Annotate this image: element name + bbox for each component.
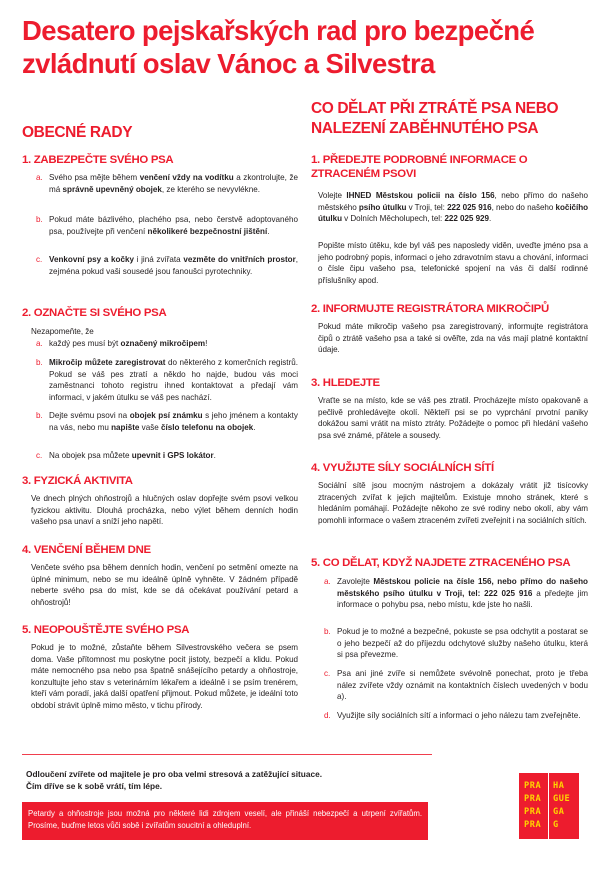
list-marker: c. — [36, 451, 43, 460]
footer-note-line: Odloučení zvířete od majitele je pro oba velmi stresová a zatěžující situace. — [26, 769, 323, 779]
list-item: a. každý pes musí být označený mikročipem! — [36, 339, 208, 348]
logo-text: G — [553, 820, 559, 830]
section-text: Volejte IHNED Městskou policii na číslo 156, nebo přímo do našeho městského psího útulku v Troji, tel: 222 025 916, nebo do našeho kočičího útulku v Dolních Měcholupech, tel: 222 025 929. — [318, 191, 588, 223]
list-marker: a. — [36, 173, 43, 182]
logo-text: HA — [553, 781, 565, 791]
logo-text: PRA — [524, 820, 542, 830]
list-item: b. Mikročip můžete zaregistrovat do některého z komerčních registrů. Pokud se váš pes ztratí a někdo ho najde, budou vás moci zaměstnanci tohoto registru ihned kontaktovat a předají vám informaci, v jakém útulku se váš pes nachází. — [36, 358, 298, 402]
section-title: 5. NEOPOUŠTĚJTE SVÉHO PSA — [22, 624, 190, 636]
list-marker: b. — [36, 215, 43, 224]
list-item: c. Psa ani jiné zvíře si nemůžete svévolně ponechat, proto je třeba nález zvířete vždy oznámit na kontaktních číslech uvedených v bodu a). — [324, 669, 588, 701]
section-title: 5. CO DĚLAT, KDYŽ NAJDETE ZTRACENÉHO PSA — [311, 557, 571, 569]
list-marker: b. — [324, 627, 331, 636]
section-title: 3. HLEDEJTE — [311, 377, 380, 389]
list-item: b. Pokud máte bázlivého, plachého psa, nebo čerstvě adoptovaného psa, používejte při venčení několikeré bezpečnostní jištění. — [36, 215, 298, 236]
section-text: Sociální sítě jsou mocným nástrojem a dokázaly vrátit již tisícovky ztracených zvířat k jejich majitelům. Existuje mnoho stránek, které s hledáním pomáhají. Požádejte někoho ze své rodiny nebo okolí, aby vám pomohli informace o vašem ztraceném zvířeti zveřejnit i na sociálních sítích. — [318, 481, 588, 525]
section-text: Popište místo útěku, kde byl váš pes naposledy viděn, uveďte jméno psa a jeho podrobný popis, informaci o jeho zdravotním stavu a chování, informaci o čísle čipu vašeho psa, telefonické spojení na vás či další rodinné příslušníky apod. — [318, 241, 588, 285]
list-marker: d. — [324, 711, 331, 720]
footer-note-line: Čím dříve se k sobě vrátí, tím lépe. — [26, 781, 163, 791]
section-title: 3. FYZICKÁ AKTIVITA — [22, 475, 133, 487]
list-marker: b. — [36, 358, 43, 367]
lost-dog-heading: CO DĚLAT PŘI ZTRÁTĚ PSA NEBO NALEZENÍ ZABĚHNUTÉHO PSA — [311, 100, 559, 137]
footer-note — [26, 768, 322, 792]
footer-appeal-box: Petardy a ohňostroje jsou možná pro některé lidi zdrojem veselí, ale přináší nebezpečí a utrpení zvířatům. Prosíme, buďme letos vůči sobě i zvířatům soucitní a ohleduplní. — [22, 802, 428, 840]
list-item: b. Dejte svému psovi na obojek psí známku s jeho jménem a kontakty na vás, nebo mu napište vaše číslo telefonu na obojek. — [36, 411, 298, 432]
section-text: Venčete svého psa během denních hodin, venčení po setmění omezte na úplné minimum, nebo se mu ideálně úplně vyhněte. V žádném případě neberte svého psa do míst, kde se dá očekávat používání petard a ohňostrojů! — [31, 563, 298, 607]
section-text: Pokud je to možné, zůstaňte během Silvestrovského večera se psem doma. Vaše přítomnost mu poskytne pocit jistoty, bezpečí a klidu. Pokud máte nemocného psa nebo psa špatně snášejícího petardy a ohňostroje, konzultujte jeho stav s veterinárním lékařem a ideálně i se psím trenérem, kteří vám poradí, jaká další opatření přijmout. Pokud můžete, je ideální toto období strávit úplně mimo město, v tichu přírody. — [31, 643, 298, 710]
logo-left-column — [519, 773, 549, 839]
logo-text: PRA — [524, 794, 542, 804]
logo-text: GUE — [553, 794, 571, 804]
list-marker: a. — [324, 577, 331, 586]
section-text: Ve dnech plných ohňostrojů a hlučných oslav dopřejte svém psovi velkou fyzickou aktivitu. Dlouhá procházka, nebo výlet během denních hodin vašeho psa unaví a sníží jeho napětí. — [31, 494, 298, 526]
section-intro: Nezapomeňte, že — [31, 327, 94, 336]
logo-text: PRA — [524, 807, 542, 817]
list-marker: c. — [36, 255, 43, 264]
list-item: d. Využijte síly sociálních sítí a informaci o jeho nálezu tam zveřejněte. — [324, 711, 581, 720]
section-title: 2. INFORMUJTE REGISTRÁTORA MIKROČIPŮ — [311, 303, 549, 315]
section-title: 2. OZNAČTE SI SVÉHO PSA — [22, 307, 167, 319]
list-item: c. Venkovní psy a kočky i jiná zvířata vezměte do vnitřních prostor, zejména pokud vaši sousedé jsou fanoušci pyrotechniky. — [36, 255, 298, 276]
general-advice-heading: OBECNÉ RADY — [22, 124, 133, 141]
list-item: a. Zavolejte Městskou policie na čísle 156, nebo přímo do našeho městského psího útulku v Troji, tel: 222 025 916 a předejte jim informace o pohybu psa, nebo místu, kde jste ho našli. — [324, 577, 588, 609]
list-marker: b. — [36, 411, 43, 420]
section-text: Pokud máte mikročip vašeho psa zaregistrovaný, informujte registrátora čipů o ztrátě vašeho psa a také si ověřte, zda na vás mají platné kontaktní údaje. — [318, 322, 588, 354]
logo-text: GA — [553, 807, 565, 817]
footer-divider — [22, 754, 432, 755]
list-item: b. Pokud je to možné a bezpečné, pokuste se psa odchytit a postarat se o jeho bezpečí až do příjezdu odchytové služby našeho útulku, která si psa převezme. — [324, 627, 588, 659]
list-marker: c. — [324, 669, 331, 678]
section-title: 4. VYUŽIJTE SÍLY SOCIÁLNÍCH SÍTÍ — [311, 462, 494, 474]
list-item: c. Na obojek psa můžete upevnit i GPS lokátor. — [36, 451, 216, 460]
section-title: 1. ZABEZPEČTE SVÉHO PSA — [22, 154, 174, 166]
section-text: Vraťte se na místo, kde se váš pes ztratil. Procházejte místo opakovaně a pečlivě prohledávejte okolí. Někteří psi se po vyprchání prvotní paniky dokážou sami vrátit na místo ztráty. Požádejte o pomoc při hledání vašeho psa své známé, přátele a sousedy. — [318, 396, 588, 440]
section-title: 4. VENČENÍ BĚHEM DNE — [22, 544, 151, 556]
list-item: a. Svého psa mějte během venčení vždy na vodítku a zkontrolujte, že má správně upevněný obojek, ze kterého se nevyvlékne. — [36, 173, 298, 194]
document-title: Desatero pejskařských rad pro bezpečné zvládnutí oslav Vánoc a Silvestra — [22, 15, 535, 79]
logo-text: PRA — [524, 781, 542, 791]
list-marker: a. — [36, 339, 43, 348]
logo-right-column — [549, 773, 570, 839]
section-title: 1. PŘEDEJTE PODROBNÉ INFORMACE O ZTRACENÉM PSOVI — [311, 154, 528, 180]
prague-logo — [519, 773, 579, 839]
